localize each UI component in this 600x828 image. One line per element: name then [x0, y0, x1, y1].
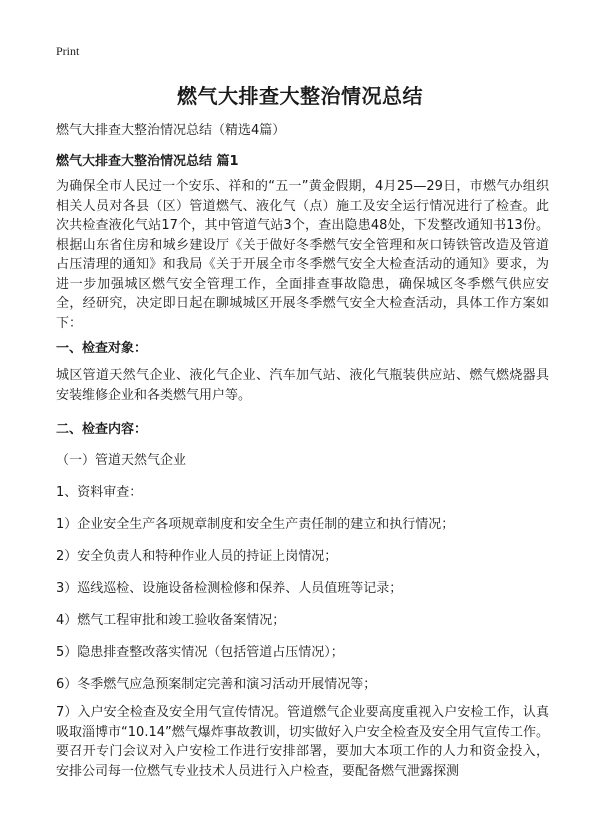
document-subtitle: 燃气大排查大整治情况总结（精选4篇）	[56, 123, 286, 138]
objects-paragraph: 城区管道天然气企业、液化气企业、汽车加气站、液化气瓶装供应站、燃气燃烧器具安装维修企业和各类燃气用户等。	[56, 368, 549, 403]
heading-inspection-content: 二、检查内容：	[56, 422, 148, 437]
intro-paragraph: 为确保全市人民过一个安乐、祥和的“五一”黄金假期，4月25—29日，市燃气办组织相关人员对各县（区）管道燃气、液化气（点）施工及安全运行情况进行了检查。此次共检查液化气站17个，其中管道气站3个，查出隐患48处，下发整改通知书13份。根据山东省住房和城乡建设厅《关于做好冬季燃气安全管理和灰口铸铁管改造及管道占压清理的通知》和我局《关于开展全市冬季燃气安全大检查活动的通知》要求，为进一步加强城区燃气安全管理工作，全面排查事故隐患，确保城区冬季燃气供应安全，经研究，决定即日起在聊城城区开展冬季燃气安全大检查活动，具体工作方案如下：	[56, 179, 549, 331]
sub-heading-pipeline-gas: （一）管道天然气企业	[56, 453, 187, 468]
list-item: 2）安全负责人和特种作业人员的持证上岗情况；	[56, 549, 338, 564]
page-title: 燃气大排查大整治情况总结	[177, 84, 423, 108]
print-link[interactable]: Print	[56, 44, 80, 58]
item-document-review: 1、资料审查：	[56, 485, 143, 500]
list-item: 5）隐患排查整改落实情况（包括管道占压情况）；	[56, 645, 344, 660]
heading-inspection-objects: 一、检查对象：	[56, 341, 148, 356]
list-item: 4）燃气工程审批和竣工验收备案情况；	[56, 613, 286, 628]
list-item: 1）企业安全生产各项规章制度和安全生产责任制的建立和执行情况；	[56, 517, 455, 532]
item-7-paragraph: 7）入户安全检查及安全用气宣传情况。管道燃气企业要高度重视入户安检工作，认真吸取淄博市“10.14”燃气爆炸事故教训，切实做好入户安全检查及安全用气宣传工作。要召开专门会议对入户安检工作进行安排部署，要加大本项工作的人力和资金投入，安排公司每一位燃气专业技术人员进行入户检查，要配备燃气泄露探测	[56, 705, 549, 779]
section-heading: 燃气大排查大整治情况总结 篇1	[56, 154, 239, 169]
list-item: 3）巡线巡检、设施设备检测检修和保养、人员值班等记录；	[56, 581, 403, 596]
list-item: 6）冬季燃气应急预案制定完善和演习活动开展情况等；	[56, 677, 377, 692]
